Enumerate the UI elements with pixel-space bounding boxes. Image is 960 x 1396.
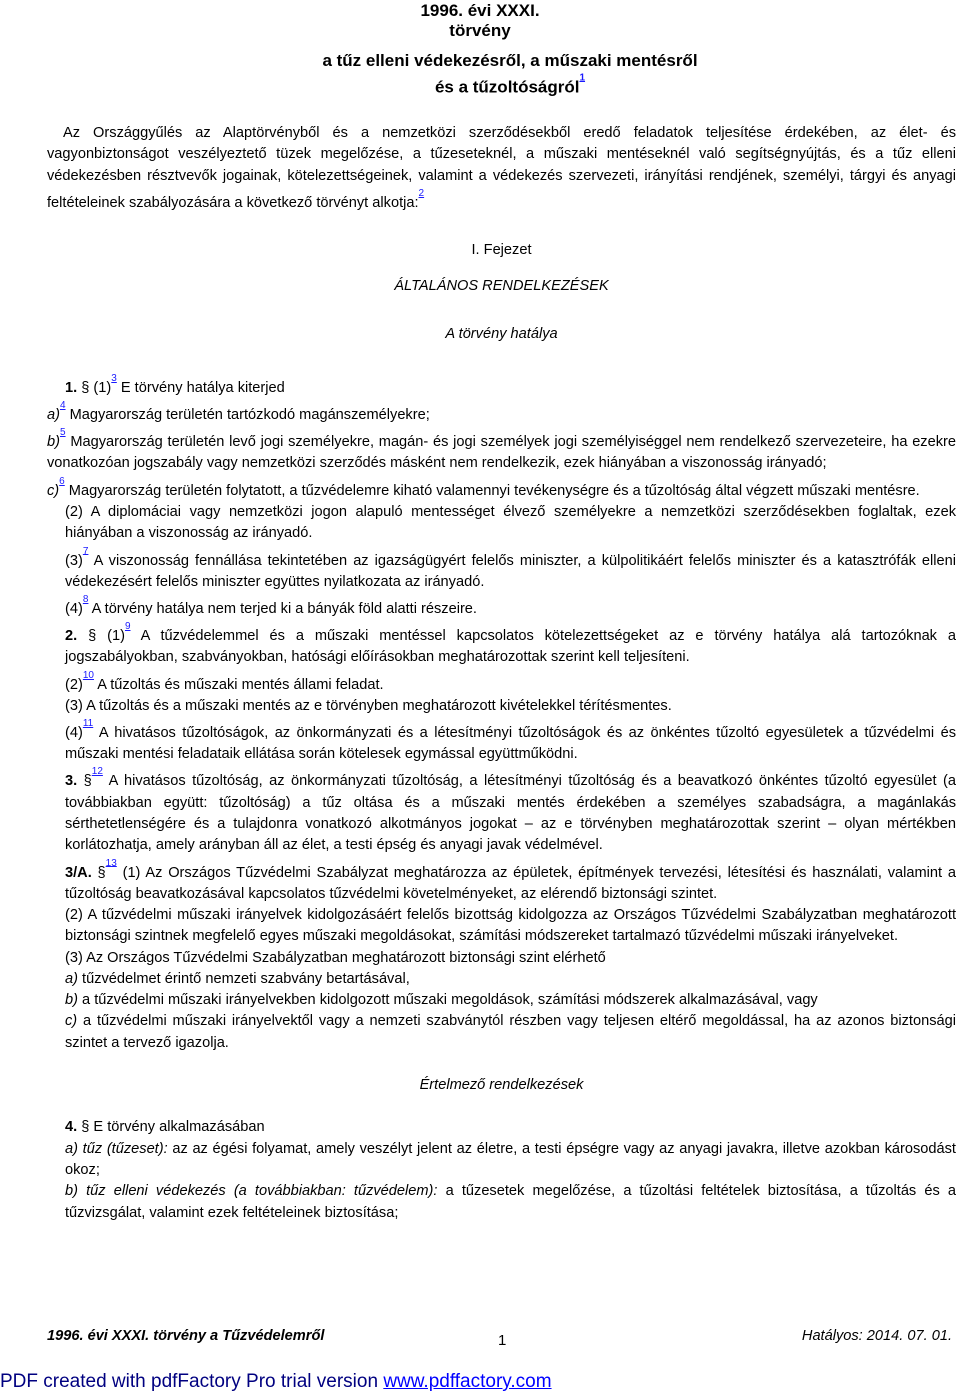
point-label: a) — [65, 970, 78, 987]
point-text: az az égési folyamat, amely veszélyt jelent az életre, a testi épségre vagy az anyagi javakra, illetve azokban károsodást okoz; — [65, 1140, 956, 1178]
point-label: c) — [65, 1013, 78, 1030]
footnote-link-9[interactable]: 9 — [124, 621, 131, 633]
page-footer — [47, 1328, 956, 1348]
para-label: (2) — [65, 676, 83, 693]
pdf-watermark — [0, 1371, 552, 1393]
point-text: a tűzesetek megelőzése, a tűzoltási feltételek biztosítása, a tűzoltás és a tűzvizsgálat, valamint ezek feltételeinek biztosítása; — [65, 1183, 957, 1221]
chapter-title: ÁLTALÁNOS RENDELKEZÉSEK — [394, 278, 609, 294]
footer-effective-date: Hatályos: 2014. 07. 01. — [801, 1328, 952, 1344]
para-text: A tűzoltás és műszaki mentés állami feladat. — [97, 676, 384, 693]
footnote-link-3[interactable]: 3 — [111, 372, 117, 384]
footnote-link-6[interactable]: 6 — [59, 475, 65, 487]
section-heading-definitions: Értelmező rendelkezések — [419, 1077, 584, 1094]
footnote-link-11[interactable]: 11 — [82, 717, 94, 729]
section-3-number: 3. — [65, 773, 78, 790]
law-title-text: és a tűzoltóságról — [434, 77, 580, 97]
para-text: E törvény hatálya kiterjed — [120, 379, 285, 396]
main-text — [47, 372, 956, 1224]
para-label: (4) — [65, 724, 83, 741]
section-4-number: 4. — [65, 1119, 78, 1136]
section-3a-number: 3/A. — [65, 864, 92, 881]
preamble-text: Az Országgyűlés az Alaptörvényből és a nemzetközi szerződésekből eredő feladatok teljesítése érdekében, az élet- és vagyonbiztonságot veszélyeztető tüzek megelőzése, a tűzeseteknél, a műszaki mentéseknél való segítségnyújtás, és a tűz elleni védekezésben résztvevők jogainak, kötelezettségeinek, valamint a védekezés szervezeti, irányítási rendjének, személyi, tárgyi és anyagi feltételeinek szabályozására a következő törvényt alkotja: — [47, 125, 956, 211]
para-text: A tűzvédelemmel és a műszaki mentéssel kapcsolatos kötelezettségeket az e törvény hatálya alá tartozóknak a jogszabályokban, szabványokban, hatósági előírásokban meghatározottak szerint kell teljesíteni. — [65, 627, 957, 666]
para-label: (1) — [107, 627, 125, 644]
point-label: b) — [65, 1183, 78, 1200]
footnote-link-13[interactable]: 13 — [105, 857, 117, 869]
para-text: (2) A tűzvédelmi műszaki irányelvek kidolgozásáért felelős bizottság kidolgozza az Országos Tűzvédelmi Szabályzatban meghatározott biztonsági szintnek megfelelő egyes műszaki megoldásokat, számítási módszereket tartalmazó tűzvédelmi műszaki irányelveket. — [65, 906, 956, 945]
para-text: A törvény hatálya nem terjed ki a bányák föld alatti részeire. — [91, 600, 477, 617]
preamble — [47, 123, 956, 214]
law-title-line2 — [0, 72, 960, 98]
point-label: a) — [47, 407, 60, 424]
para-label: (3) — [65, 552, 83, 569]
footnote-link-10[interactable]: 10 — [82, 669, 94, 681]
section-heading-scope: A törvény hatálya — [445, 326, 558, 342]
point-text: Magyarország területén levő jogi személyekre, magán- és jogi személyek jogi személyiséggel nem rendelkező szervezeteire, ha ezekre vonatkozóan jogszabály vagy nemzetközi szerződés másként nem rendelkezik, ezek hiányában a viszonosság irányadó; — [47, 434, 956, 472]
law-type: törvény — [449, 21, 511, 40]
point-text: tűzvédelmet érintő nemzeti szabvány betartásával, — [82, 970, 410, 987]
section-symbol: § — [83, 773, 92, 790]
footnote-link-2[interactable]: 2 — [418, 187, 425, 199]
para-text: A hivatásos tűzoltóság, az önkormányzati tűzoltóság, a létesítményi tűzoltóság és a beavatkozó önkéntes tűzoltó egyesület (a továbbiakban együtt: tűzoltóság) a tűz oltása és a műszaki mentés érdekében a személyes szabadságra, a magánlakás sérthetetlenségére és a tulajdonra vonatkozó alkotmányos jogokat – az e törvényben meghatározottak szerint – olyan mértékben korlátozhatja, amely arányban áll az élet, a testi épség és anyagi javak védelmével. — [65, 773, 956, 854]
para-text: (1) Az Országos Tűzvédelmi Szabályzat meghatározza az épületek, építmények tervezési, létesítési és használati, valamint a tűzoltóság beavatkozásával kapcsolatos tűzvédelmi követelményeket, az elérendő biztonsági szintet. — [65, 864, 956, 902]
para-label: (4) — [65, 600, 83, 617]
footnote-link-7[interactable]: 7 — [82, 545, 89, 557]
para-text: (2) A diplomáciai vagy nemzetközi jogon alapuló mentességet élvező személyekre a nemzetközi szerződésekben foglaltak, ezek hiányában a viszonosság az irányadó. — [65, 503, 956, 542]
footnote-link-12[interactable]: 12 — [91, 766, 103, 778]
law-title-line1: a tűz elleni védekezésről, a műszaki mentésről — [322, 51, 698, 70]
page-number: 1 — [498, 1332, 507, 1349]
defined-term: tűz (tűzeset): — [82, 1140, 168, 1157]
section-symbol: § — [88, 627, 97, 644]
para-text: (3) A tűzoltás és a műszaki mentés az e törvényben meghatározott kivételekkel térítésmentes. — [65, 697, 672, 714]
section-1-number: 1. — [65, 379, 78, 396]
point-label: b) — [47, 434, 60, 451]
para-label: (1) — [93, 379, 112, 396]
watermark-text: PDF created with pdfFactory Pro trial version — [0, 1371, 379, 1392]
point-label: b) — [65, 992, 78, 1009]
footnote-link-5[interactable]: 5 — [59, 427, 66, 439]
footer-law-title: 1996. évi XXXI. törvény a Tűzvédelemről — [47, 1328, 325, 1344]
footnote-link-1[interactable]: 1 — [579, 72, 586, 84]
point-text: a tűzvédelmi műszaki irányelvekben kidolgozott műszaki megoldások, számítási módszerek alkalmazásával, vagy — [82, 992, 818, 1009]
para-text: E törvény alkalmazásában — [93, 1119, 265, 1136]
point-text: a tűzvédelmi műszaki irányelvektől vagy a nemzeti szabványtól részben vagy teljesen eltérő megoldással, ha az azonos biztonsági szintet a tervező igazolja. — [65, 1013, 956, 1051]
chapter-number: I. Fejezet — [471, 242, 532, 258]
watermark-link[interactable]: www.pdffactory.com — [383, 1371, 552, 1392]
footnote-link-4[interactable]: 4 — [59, 400, 66, 412]
footnote-link-8[interactable]: 8 — [82, 593, 89, 605]
point-label: a) — [65, 1140, 78, 1157]
point-label: c) — [47, 482, 60, 499]
law-number: 1996. évi XXXI. — [420, 1, 540, 20]
para-text: A viszonosság fennállása tekintetében az igazságügyért felelős miniszter, a külpolitikáért felelős miniszter és a katasztrófák elleni védekezésért felelős miniszter együttes nyilatkozata az irányadó. — [65, 552, 957, 590]
defined-term: tűz elleni védekezés (a továbbiakban: tűzvédelem): — [86, 1183, 438, 1200]
para-text: A hivatásos tűzoltóságok, az önkormányzati és a létesítményi tűzoltóságok és az önkéntes tűzoltó egyesületek a tűzvédelmi és műszaki mentési feladataik ellátása során kötelesek egymással együttműködni. — [65, 724, 957, 763]
section-symbol: § — [97, 864, 106, 881]
point-text: Magyarország területén folytatott, a tűzvédelemre kiható valamennyi tevékenységre és a tűzoltóság által végzett műszaki mentésre. — [68, 482, 920, 499]
section-2-number: 2. — [65, 627, 78, 644]
section-symbol: § — [81, 1119, 90, 1136]
point-text: Magyarország területén tartózkodó magánszemélyekre; — [69, 407, 430, 424]
section-symbol: § — [81, 379, 90, 396]
para-text: (3) Az Országos Tűzvédelmi Szabályzatban meghatározott biztonsági szint elérhető — [65, 949, 606, 966]
